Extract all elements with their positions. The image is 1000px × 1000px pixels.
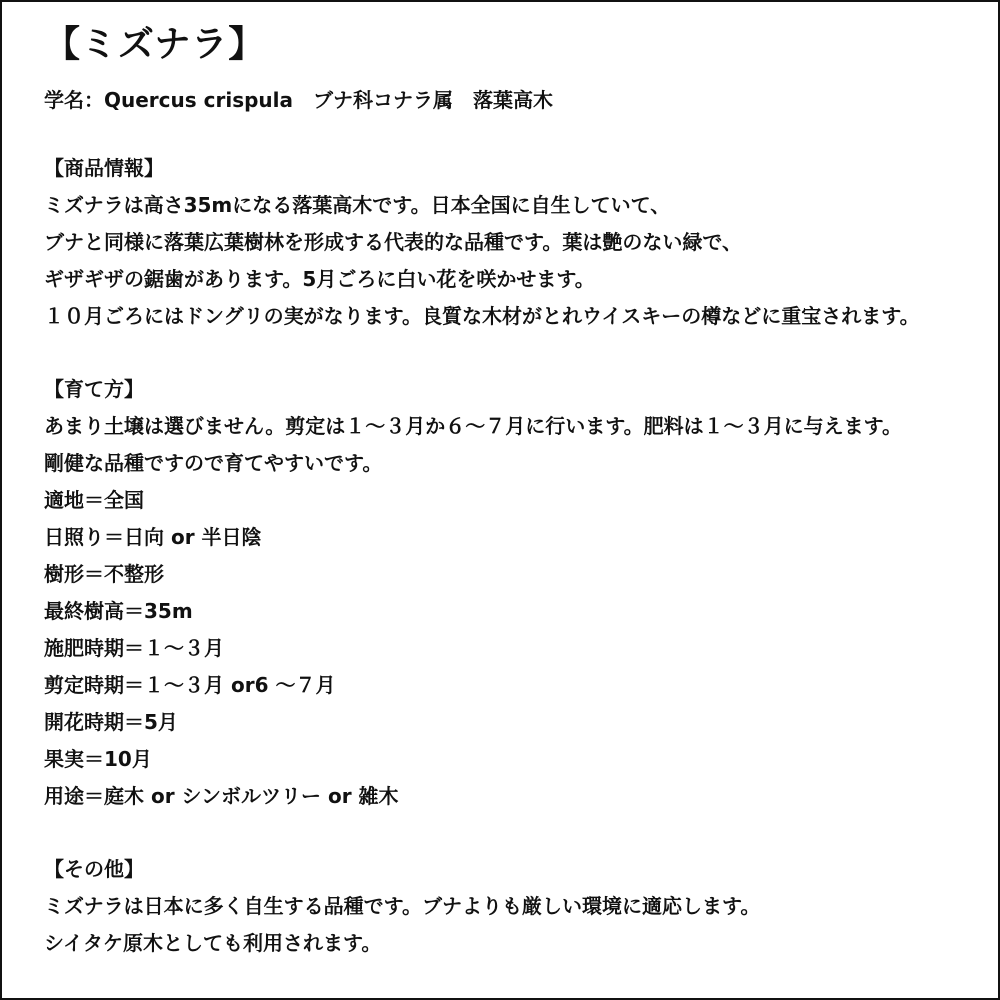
page-title: 【ミズナラ】 (44, 24, 266, 65)
product-info-line: ミズナラは高さ35mになる落葉高木です。日本全国に自生していて、 (44, 193, 671, 217)
other-line: シイタケ原木としても利用されます。 (44, 931, 382, 955)
flowering-period: 開花時期＝5月 (44, 710, 178, 734)
usage: 用途＝庭木 or シンボルツリー or 雑木 (44, 784, 399, 808)
other-heading: 【その他】 (44, 857, 144, 881)
other-line: ミズナラは日本に多く自生する品種です。ブナよりも厳しい環境に適応します。 (44, 894, 761, 918)
product-info-line: ギザギザの鋸歯があります。5月ごろに白い花を咲かせます。 (44, 267, 595, 291)
growing-line: あまり土壌は選びません。剪定は１～３月か６～７月に行います。肥料は１～３月に与えます。 (44, 414, 902, 438)
growing-heading: 【育て方】 (44, 377, 144, 401)
product-info-heading: 【商品情報】 (44, 156, 164, 180)
fruit-period: 果実＝10月 (44, 747, 152, 771)
fertilizing-period: 施肥時期＝１～３月 (44, 636, 224, 660)
pruning-period: 剪定時期＝１～３月 or6 ～７月 (44, 673, 336, 697)
scientific-name-line: 学名：Quercus crispula ブナ科コナラ属 落葉高木 (44, 88, 554, 112)
product-info-line: １０月ごろにはドングリの実がなります。良質な木材がとれウイスキーの樽などに重宝されます。 (44, 304, 920, 328)
document-body (44, 22, 980, 962)
growing-section (44, 371, 980, 815)
tree-shape: 樹形＝不整形 (44, 562, 164, 586)
product-info-section (44, 150, 980, 335)
growing-line: 剛健な品種ですので育てやすいです。 (44, 451, 383, 475)
sunlight: 日照り＝日向 or 半日陰 (44, 525, 262, 549)
final-height: 最終樹高＝35m (44, 599, 193, 623)
product-info-line: ブナと同様に落葉広葉樹林を形成する代表的な品種です。葉は艶のない緑で、 (44, 230, 742, 254)
suitable-region: 適地＝全国 (44, 488, 144, 512)
other-section (44, 851, 980, 962)
